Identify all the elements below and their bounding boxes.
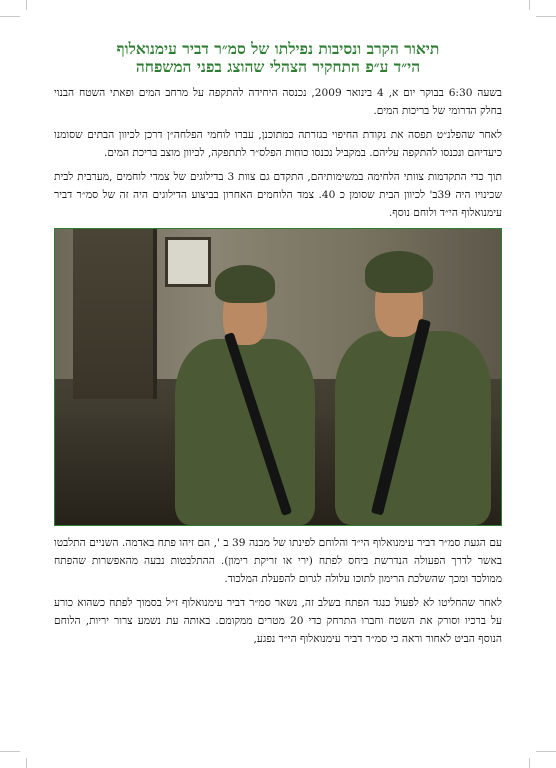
crop-mark-top-right-v <box>529 0 530 10</box>
soldier-left-helmet <box>215 265 275 303</box>
title-line-1: תיאור הקרב ונסיבות נפילתו של סמ״ר דביר עימנואלוף <box>116 39 440 58</box>
crop-mark-top-left-h <box>0 16 20 17</box>
photo-soldier-right <box>335 239 495 525</box>
crop-mark-top-right-h <box>536 16 556 17</box>
crop-mark-bottom-left-h <box>0 751 20 752</box>
photo-soldier-left <box>175 249 325 525</box>
paragraph-4: עם הגעת סמ״ר דביר עימנואלוף הי״ד והלוחם לפינתו של מבנה 39 ב ', הם זיהו פתח באדמה. השניים התלבטו באשר לדרך הפעולה הנדרשת ביחס לפתח (ירי או זריקת רימון). ההתלבטות נבעה מהאפשרות שהפתח ממולכד ומכך שהשלכת הרימון לתוכו עלולה לגרום להפעלת המלכוד. <box>54 537 502 585</box>
crop-mark-bottom-left-v <box>26 758 27 768</box>
soldiers-photo <box>54 228 502 526</box>
crop-mark-bottom-right-h <box>536 751 556 752</box>
title-line-2: הי״ד ע״פ התחקיר הצהלי שהוצג בפני המשפחה <box>135 57 421 76</box>
crop-mark-top-left-v <box>26 0 27 10</box>
document-page <box>54 40 502 654</box>
soldier-right-helmet <box>365 251 433 293</box>
paragraph-1: בשעה 6:30 בבוקר יום א, 4 בינואר 2009, נכנסה היחידה להתקפה על מרחב המים ופאתי השטח הבנוי בחלק הדרומי של בריכות המים. <box>54 87 503 117</box>
paragraph-3: תוך כדי התקדמות צוותי הלחימה במשימותיהם, התקדם גם צוות 3 בדילוגים של צמדי לוחמים ,מערבית לבית שכינויו היה 39ב' לכיוון הבית שסומן כ 40. צמד הלוחמים האחרון בביצוע הדילוגים היה זה של סמ״ר דביר עימנואלוף הי״ד ולוחם נוסף. <box>54 171 502 219</box>
photo-doorway <box>73 229 157 399</box>
paragraph-2: לאחר שהפלנ״ט תפסה את נקודת החיפוי בגזרתה כמתוכנן, עברו לוחמי הפלחה״ן דרכן לכיוון הבתים שסומנו כיעדיהם ונכנסו להתקפה עליהם. במקביל נכנסו כוחות הפלס״ר לתתפקה, לכיוון מוצב בריכת המים. <box>54 129 502 159</box>
document-title <box>54 40 502 76</box>
crop-mark-bottom-right-v <box>529 758 530 768</box>
paragraph-5: לאחר שהחליטו לא לפעול כנגד הפתח בשלב זה, נשאר סמ״ר דביר עימנואלוף ז״ל בסמוך לפתח כשהוא כורע על ברכיו וסורק את השטח וחברו התרחק כדי 20 מטרים ממקומם. באותה עת נשמע צרור יריות, הלוחם הנוסף הביט לאחור וראה כי סמ״ר דביר עימנואלוף הי״ד נפגע, <box>54 597 503 645</box>
